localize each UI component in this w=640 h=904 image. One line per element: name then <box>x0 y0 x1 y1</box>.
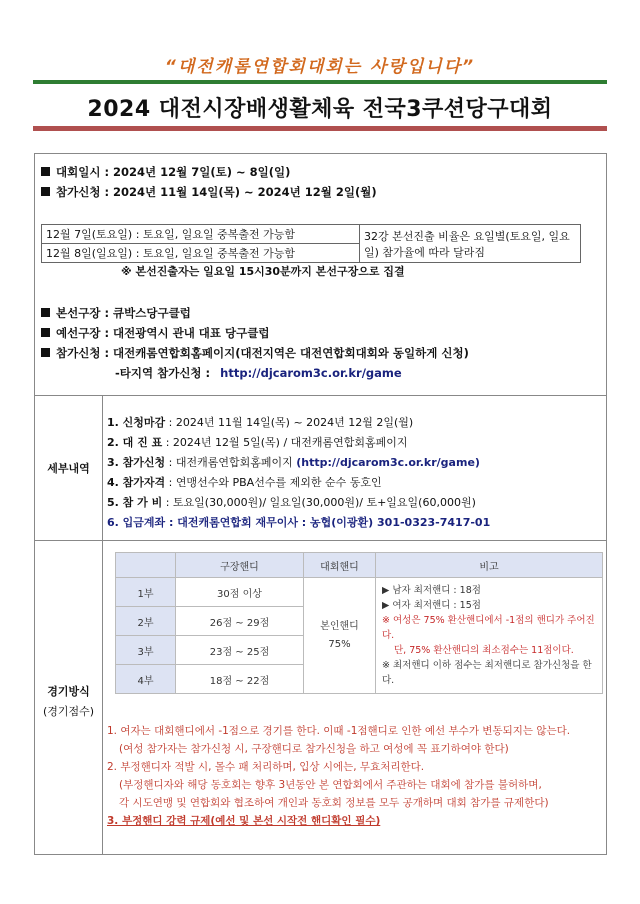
square-bullet-icon <box>41 187 50 196</box>
rule-line-emphasis: 3. 부정핸디 강력 규제(예선 및 본선 시작전 핸디확인 필수) <box>107 815 381 827</box>
apply-method: 참가신청 : 대전캐롬연합회홈페이지(대전지역은 대전연합회대회와 동일하게 신청) <box>41 345 469 361</box>
overview-section <box>35 154 606 396</box>
rule-sat: 12월 7일(토요일) : 토요일, 일요일 중복출전 가능함 <box>42 225 360 244</box>
handicap-table: 구장핸디 대회핸디 비고 1부 30점 이상 본인핸디 75% ▶ 남자 최저핸디 : 18점 ▶ 여자 최저핸디 : 15점 ※ 여성은 75% 환산핸디에서 -1점의 핸디가 주어진다. 단, 75% 환산핸디의 최소점수는 11점이다. ※ 최저핸디 이하 점수는 최저핸디로 참가신청을 한다. 2부 26점 ~ 29점 3부 23점 ~ 25점 4부 18점 ~ 22점 <box>115 552 603 694</box>
details-section <box>35 396 606 541</box>
tour-handicap: 본인핸디 75% <box>304 578 376 694</box>
game-method-section <box>35 541 606 854</box>
rule-sun: 12월 8일(일요일) : 토요일, 일요일 중복출전 가능함 <box>42 244 360 263</box>
detail-item-account: 6. 입금계좌 : 대전캐롬연합회 재무이사 : 농협(이광환) 301-0323-7417-01 <box>107 516 491 529</box>
divider-red <box>33 126 607 131</box>
apply-link[interactable]: (http://djcarom3c.or.kr/game) <box>296 456 480 469</box>
rule-line: (부정핸디자와 해당 동호회는 향후 3년동안 본 연합회에서 주관하는 대회에 참가를 불허하며, <box>119 779 542 791</box>
page-title: 2024 대전시장배생활체육 전국3쿠션당구대회 <box>87 97 553 122</box>
info-box <box>34 153 607 855</box>
table-row: 2부 26점 ~ 29점 <box>116 607 603 636</box>
square-bullet-icon <box>41 167 50 176</box>
square-bullet-icon <box>41 308 50 317</box>
table-row: 4부 18점 ~ 22점 <box>116 665 603 694</box>
remarks: ▶ 남자 최저핸디 : 18점 ▶ 여자 최저핸디 : 15점 ※ 여성은 75% 환산핸디에서 -1점의 핸디가 주어진다. 단, 75% 환산핸디의 최소점수는 11점이다. ※ 최저핸디 이하 점수는 최저핸디로 참가신청을 한다. <box>376 578 603 694</box>
detail-item: 3. 참가신청 : 대전캐롬연합회홈페이지 (http://djcarom3c.or.kr/game) <box>107 456 480 469</box>
divider-green <box>33 80 607 84</box>
pre-venue: 예선구장 : 대전광역시 관내 대표 당구클럽 <box>41 325 269 341</box>
rule-line: (여성 참가자는 참가신청 시, 구장핸디로 참가신청을 하고 여성에 꼭 표기하여야 한다) <box>119 743 509 755</box>
finalist-note: ※ 본선진출자는 일요일 15시30분까지 본선구장으로 집결 <box>121 265 405 278</box>
details-label: 세부내역 <box>35 396 103 540</box>
slogan: “대전캐롬연합회대회는 사랑입니다” <box>164 57 476 77</box>
detail-item: 2. 대 진 표 : 2024년 12월 5일(목) / 대전캐롬연합회홈페이지 <box>107 436 408 449</box>
ratio-note: 32강 본선진출 비율은 요일별(토요일, 일요일) 참가율에 따라 달라짐 <box>360 225 581 263</box>
apply-period: 참가신청 : 2024년 11월 14일(목) ~ 2024년 12월 2일(월) <box>41 184 377 200</box>
detail-item: 5. 참 가 비 : 토요일(30,000원)/ 일요일(30,000원)/ 토+일요일(60,000원) <box>107 496 476 509</box>
other-region-apply: -타지역 참가신청 : http://djcarom3c.or.kr/game <box>115 366 402 380</box>
day-rules-table <box>41 224 581 263</box>
event-date: 대회일시 : 2024년 12월 7일(토) ~ 8일(일) <box>41 164 290 180</box>
main-venue: 본선구장 : 큐박스당구클럽 <box>41 305 191 321</box>
rule-line: 2. 부정핸디자 적발 시, 몰수 패 처리하며, 입상 시에는, 무효처리한다. <box>107 761 425 773</box>
square-bullet-icon <box>41 328 50 337</box>
rule-line: 각 시도연맹 및 연합회와 협조하여 개인과 동호회 정보를 모두 공개하며 대회 참가를 규제한다) <box>119 797 549 809</box>
square-bullet-icon <box>41 348 50 357</box>
detail-item: 1. 신청마감 : 2024년 11월 14일(목) ~ 2024년 12월 2일(월) <box>107 416 414 429</box>
table-row: 3부 23점 ~ 25점 <box>116 636 603 665</box>
apply-link[interactable]: http://djcarom3c.or.kr/game <box>220 366 402 380</box>
table-row: 1부 30점 이상 본인핸디 75% ▶ 남자 최저핸디 : 18점 ▶ 여자 최저핸디 : 15점 ※ 여성은 75% 환산핸디에서 -1점의 핸디가 주어진다. 단, 75% 환산핸디의 최소점수는 11점이다. ※ 최저핸디 이하 점수는 최저핸디로 참가신청을 한다. <box>116 578 603 607</box>
detail-item: 4. 참가자격 : 연맹선수와 PBA선수를 제외한 순수 동호인 <box>107 476 382 489</box>
game-method-label: 경기방식 (경기점수) <box>35 541 103 854</box>
rule-line: 1. 여자는 대회핸디에서 -1점으로 경기를 한다. 이때 -1점핸디로 인한 예선 부수가 변동되지는 않는다. <box>107 725 571 737</box>
